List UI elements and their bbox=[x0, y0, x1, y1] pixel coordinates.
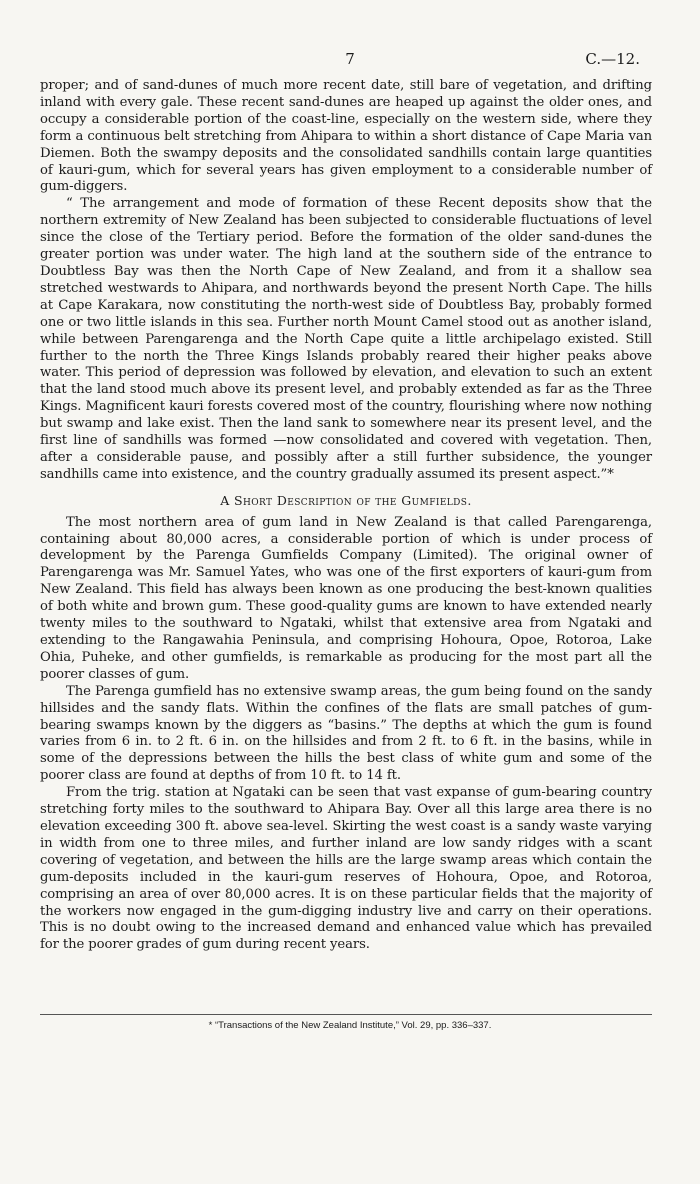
footnote-rule bbox=[40, 1014, 652, 1015]
paragraph-quotation: “ The arrangement and mode of formation of these Recent deposits show that the northern extremity of New Zealand has been subjected to considerable fluctuations of level since the close of the Tertiary period. Before the formation of the older sand-dunes the greater portion was under water. The high land at the southern side of the entrance to Doubtless Bay was then the North Cape of New Zealand, and from it a shallow sea stretched westwards to Ahipara, and northwards beyond the present North Cape. The hills at Cape Karakara, now constituting the north-west side of Doubtless Bay, probably formed one or two little islands in this sea. Further north Mount Camel stood out as another island, while between Parengarenga and the North Cape quite a little archipelago existed. Still further to the north the Three Kings Islands probably reared their higher peaks above water. This period of depression was followed by elevation, and elevation to such an extent that the land stood much above its present level, and probably extended as far as the Three Kings. Magnificent kauri forests covered most of the country, flourishing where now nothing but swamp and lake exist. Then the land sank to somewhere near its present level, and the first line of sandhills was formed —now consolidated and covered with vegetation. Then, after a considerable pause, and possibly after a still further subsidence, the younger sandhills came into existence, and the country gradually assumed its present aspect.”* bbox=[40, 196, 652, 482]
body-text bbox=[40, 78, 652, 954]
paragraph-parenga-gumfield: The Parenga gumfield has no extensive swamp areas, the gum being found on the sandy hillsides and the sandy flats. Within the confines of the flats are small patches of gum-bearing swamps known by the diggers as “basins.” The depths at which the gum is found varies from 6 in. to 2 ft. 6 in. on the hillsides and from 2 ft. to 6 ft. in the basins, while in some of the depressions between the hills the best class of white gum and some of the poorer class are found at depths of from 10 ft. to 14 ft. bbox=[40, 683, 652, 784]
page-number: 7 bbox=[345, 50, 355, 68]
paragraph-parengarenga: The most northern area of gum land in New Zealand is that called Parengarenga, containing about 80,000 acres, a considerable portion of which is under process of development by the Parenga Gumfields Company (Limited). The original owner of Parengarenga was Mr. Samuel Yates, who was one of the first exporters of kauri-gum from New Zealand. This field has always been known as one producing the best-known qualities of both white and brown gum. These good-quality gums are known to have extended nearly twenty miles to the southward to Ngataki, whilst that extensive area from Ngataki and extending to the Rangawahia Peninsula, and comprising Hohoura, Opoe, Rotoroa, Lake Ohia, Puheke, and other gumfields, is remarkable as producing for the most part all the poorer classes of gum. bbox=[40, 514, 652, 682]
report-code: C.—12. bbox=[585, 50, 640, 68]
page-header bbox=[0, 50, 700, 72]
paragraph-continuation: proper; and of sand-dunes of much more recent date, still bare of vegetation, and drifting inland with every gale. These recent sand-dunes are heaped up against the older ones, and occupy a considerable portion of the coast-line, especially on the western side, where they form a continuous belt stretching from Ahipara to within a short distance of Cape Maria van Diemen. Both the swampy deposits and the consolidated sandhills contain large quantities of kauri-gum, which for several years has given employment to a considerable number of gum-diggers. bbox=[40, 78, 652, 195]
footnote: * “Transactions of the New Zealand Institute,” Vol. 29, pp. 336–337. bbox=[208, 1020, 492, 1031]
paragraph-ngataki: From the trig. station at Ngataki can be seen that vast expanse of gum-bearing country stretching forty miles to the southward to Ahipara Bay. Over all this large area there is no elevation exceeding 300 ft. above sea-level. Skirting the west coast is a sandy waste varying in width from one to three miles, and further inland are low sandy ridges with a scant covering of vegetation, and between the hills are the large swamp areas which contain the gum-deposits included in the kauri-gum reserves of Hohoura, Opoe, and Rotoroa, comprising an area of over 80,000 acres. It is on these particular fields that the majority of the workers now engaged in the gum-digging industry live and carry on their operations. This is no doubt owing to the increased demand and enhanced value which has prevailed for the poorer grades of gum during recent years. bbox=[40, 785, 652, 953]
section-heading: A Short Description of the Gumfields. bbox=[220, 492, 472, 508]
